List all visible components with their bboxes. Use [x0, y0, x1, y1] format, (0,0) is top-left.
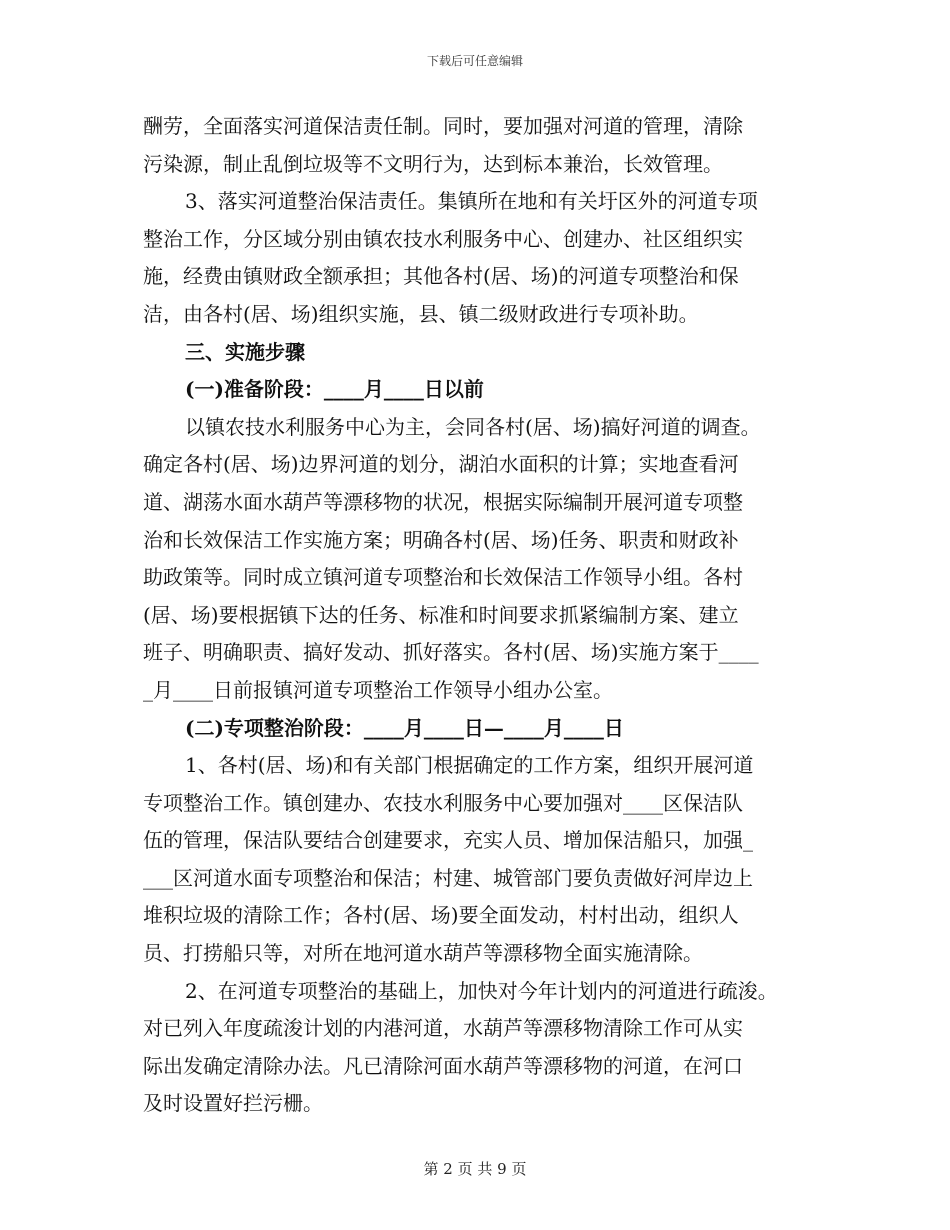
- paragraph-line: 确定各村(居、场)边界河道的划分，湖泊水面积的计算；实地查看河: [143, 452, 739, 477]
- paragraph-line: 整治工作，分区域分别由镇农技水利服务中心、创建办、社区组织实: [143, 226, 743, 251]
- paragraph-line: 道、湖荡水面水葫芦等漂移物的状况，根据实际编制开展河道专项整: [143, 489, 743, 514]
- paragraph-line: (居、场)要根据镇下达的任务、标准和时间要求抓紧编制方案、建立: [143, 602, 739, 627]
- paragraph-line: 堆积垃圾的清除工作；各村(居、场)要全面发动，村村出动，组织人: [143, 903, 739, 928]
- paragraph-line: 以镇农技水利服务中心为主，会同各村(居、场)搞好河道的调查。: [185, 414, 761, 439]
- page-number-footer: 第 2 页 共 9 页: [423, 1160, 527, 1178]
- subsection-heading: (二)专项整治阶段：____月____日—____月____日: [185, 715, 624, 740]
- paragraph-line: 班子、明确职责、搞好发动、抓好落实。各村(居、场)实施方案于____: [143, 640, 759, 665]
- page-header: 下载后可任意编辑: [426, 54, 523, 68]
- paragraph-line: 洁，由各村(居、场)组织实施，县、镇二级财政进行专项补助。: [143, 301, 699, 326]
- paragraph-line: 治和长效保洁工作实施方案；明确各村(居、场)任务、职责和财政补: [143, 527, 739, 552]
- paragraph-line: 员、打捞船只等，对所在地河道水葫芦等漂移物全面实施清除。: [143, 941, 703, 966]
- paragraph-line: 助政策等。同时成立镇河道专项整治和长效保洁工作领导小组。各村: [143, 565, 743, 590]
- paragraph-line: 酬劳，全面落实河道保洁责任制。同时，要加强对河道的管理，清除: [143, 114, 743, 138]
- paragraph-line: 对已列入年度疏浚计划的内港河道，水葫芦等漂移物清除工作可从实: [143, 1016, 743, 1041]
- paragraph-line: ___区河道水面专项整治和保洁；村建、城管部门要负责做好河岸边上: [143, 865, 753, 890]
- paragraph-line: 1、各村(居、场)和有关部门根据确定的工作方案，组织开展河道: [185, 753, 754, 778]
- paragraph-line: 伍的管理，保洁队要结合创建要求，充实人员、增加保洁船只，加强_: [143, 828, 753, 853]
- paragraph-line: 际出发确定清除办法。凡已清除河面水葫芦等漂移物的河道，在河口: [143, 1053, 743, 1078]
- paragraph-line: 施，经费由镇财政全额承担；其他各村(居、场)的河道专项整治和保: [143, 264, 739, 289]
- paragraph-line: 2、在河道专项整治的基础上，加快对今年计划内的河道进行疏浚。: [185, 978, 778, 1003]
- paragraph-line: 污染源，制止乱倒垃圾等不文明行为，达到标本兼治，长效管理。: [143, 151, 723, 176]
- document-body: [143, 108, 828, 1123]
- paragraph-line: 及时设置好拦污栅。: [143, 1091, 323, 1116]
- paragraph-line: 3、落实河道整治保洁责任。集镇所在地和有关圩区外的河道专项: [185, 189, 758, 214]
- paragraph-line: 专项整治工作。镇创建办、农技水利服务中心要加强对____区保洁队: [143, 790, 743, 815]
- subsection-heading: (一)准备阶段：____月____日以前: [185, 377, 484, 402]
- paragraph-line: _月____日前报镇河道专项整治工作领导小组办公室。: [143, 677, 613, 702]
- section-heading: 三、实施步骤: [185, 339, 305, 364]
